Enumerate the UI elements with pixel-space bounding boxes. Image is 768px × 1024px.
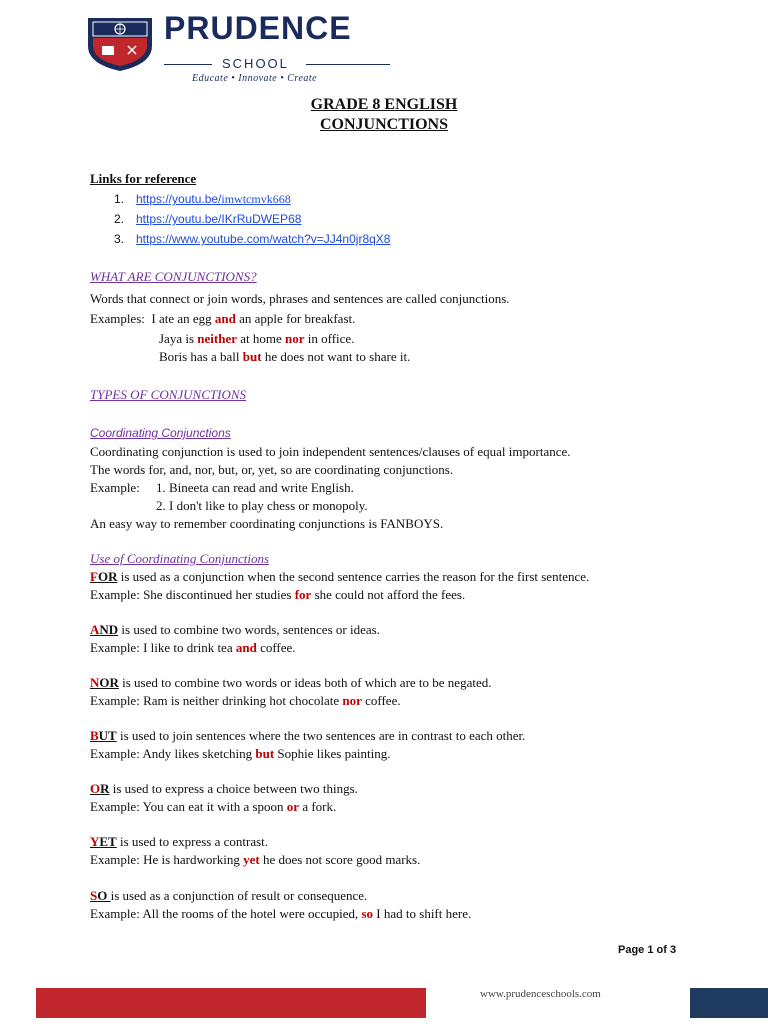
title-line2: CONJUNCTIONS (319, 116, 448, 133)
link-url-a[interactable]: https://youtu.be/ (136, 192, 222, 206)
use-item-desc: OR is used to express a choice between two things. (90, 781, 358, 796)
links-heading: Links for reference (90, 171, 197, 186)
page-number: Page 1 of 3 (618, 944, 677, 956)
what-definition: Words that connect or join words, phrases and sentences are called conjunctions. (90, 291, 510, 306)
types-heading: TYPES OF CONJUNCTIONS (90, 387, 247, 402)
what-example-1: Examples: I ate an egg and an apple for breakfast. (90, 311, 356, 326)
coord-example-2: 2. I don't like to play chess or monopoly. (156, 498, 368, 513)
what-example-3: Boris has a ball but he does not want to share it. (159, 349, 411, 364)
link-num: 3. (114, 232, 125, 246)
tagline: Educate • Innovate • Create (192, 73, 318, 84)
title-line1: GRADE 8 ENGLISH (310, 96, 458, 113)
link-item-1[interactable] (114, 192, 291, 207)
school-logo (84, 10, 374, 84)
use-item-desc: NOR is used to combine two words or ideas both of which are to be negated. (90, 675, 492, 690)
link-num: 1. (114, 192, 125, 206)
use-item-desc: BUT is used to join sentences where the two sentences are in contrast to each other. (90, 728, 526, 743)
use-item-example: Example: All the rooms of the hotel were occupied, so I had to shift here. (90, 906, 472, 921)
use-item-example: Example: Ram is neither drinking hot chocolate nor coffee. (90, 693, 401, 708)
what-example-2: Jaya is neither at home nor in office. (159, 331, 355, 346)
link-item-2[interactable] (114, 212, 301, 226)
footer-navy-bar (690, 988, 768, 1018)
link-num: 2. (114, 212, 125, 226)
use-item-example: Example: Andy likes sketching but Sophie likes painting. (90, 746, 391, 761)
coord-line-2: The words for, and, nor, but, or, yet, so are coordinating conjunctions. (90, 462, 454, 477)
logo-rule-right (306, 64, 390, 65)
use-item-example: Example: I like to drink tea and coffee. (90, 640, 296, 655)
coord-line-1: Coordinating conjunction is used to join independent sentences/clauses of equal importance. (90, 444, 571, 459)
footer-red-bar (36, 988, 426, 1018)
footer-website: www.prudenceschools.com (480, 988, 601, 1000)
coord-line-3: An easy way to remember coordinating conjunctions is FANBOYS. (90, 516, 444, 531)
coord-heading: Coordinating Conjunctions (90, 426, 231, 440)
use-item-example: Example: You can eat it with a spoon or a fork. (90, 799, 337, 814)
use-item-example: Example: He is hardworking yet he does not score good marks. (90, 852, 421, 867)
use-item-desc: FOR is used as a conjunction when the second sentence carries the reason for the first sentence. (90, 569, 590, 584)
link-url-a[interactable]: https://youtu.be/IKrRuDWEP68 (136, 212, 302, 226)
page-title (0, 95, 768, 135)
use-item-desc: SO is used as a conjunction of result or consequence. (90, 888, 368, 903)
logo-rule-left (164, 64, 212, 65)
use-item-desc: AND is used to combine two words, sentences or ideas. (90, 622, 380, 637)
link-item-3[interactable] (114, 232, 390, 246)
what-heading: WHAT ARE CONJUNCTIONS? (90, 269, 257, 284)
school-crest-icon (84, 16, 156, 72)
school-name: PRUDENCE (164, 10, 352, 46)
use-heading: Use of Coordinating Conjunctions (90, 551, 269, 566)
school-sub: SCHOOL (222, 56, 289, 71)
coord-example-1: Example: 1. Bineeta can read and write English. (90, 480, 354, 495)
use-item-example: Example: She discontinued her studies for she could not afford the fees. (90, 587, 466, 602)
link-url-a[interactable]: https://www.youtube.com/watch?v=JJ4n0jr8qX8 (136, 232, 391, 246)
link-url-b[interactable]: imwtcmvk668 (221, 192, 291, 206)
use-item-desc: YET is used to express a contrast. (90, 834, 269, 849)
